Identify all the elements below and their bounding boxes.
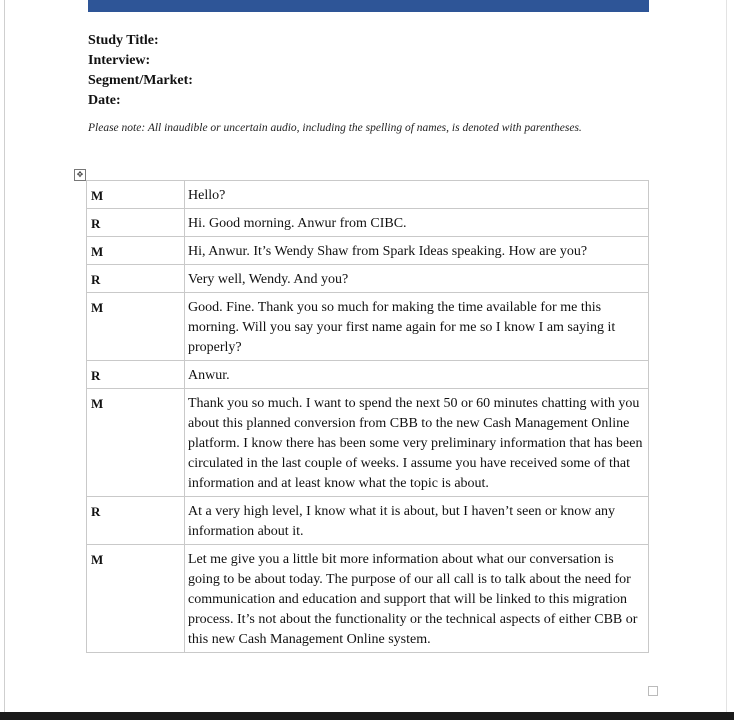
transcript-table bbox=[86, 180, 649, 653]
speaker-cell: R bbox=[87, 209, 185, 237]
transcript-row bbox=[87, 361, 649, 389]
speaker-cell: R bbox=[87, 265, 185, 293]
segment-market-label: Segment/Market: bbox=[88, 73, 193, 88]
utterance-cell: At a very high level, I know what it is about, but I haven’t seen or know any information about it. bbox=[185, 497, 649, 545]
interview-label: Interview: bbox=[88, 53, 151, 68]
utterance-cell: Hi, Anwur. It’s Wendy Shaw from Spark Ideas speaking. How are you? bbox=[185, 237, 649, 265]
transcript-row bbox=[87, 237, 649, 265]
document-top-banner bbox=[88, 0, 649, 12]
speaker-cell: M bbox=[87, 545, 185, 653]
speaker-cell: M bbox=[87, 389, 185, 497]
page-edge-left bbox=[4, 0, 5, 712]
speaker-cell: M bbox=[87, 237, 185, 265]
bottom-bar bbox=[0, 712, 734, 720]
transcript-row bbox=[87, 209, 649, 237]
transcript-row bbox=[87, 389, 649, 497]
study-title-label: Study Title: bbox=[88, 33, 159, 48]
table-resize-handle[interactable] bbox=[648, 686, 658, 696]
transcript-row bbox=[87, 293, 649, 361]
date-label: Date: bbox=[88, 93, 121, 108]
utterance-cell: Thank you so much. I want to spend the next 50 or 60 minutes chatting with you about this planned conversion from CBB to the new Cash Management Online platform. I know there has been some very preliminary information that has been circulated in the last couple of weeks. I assume you have received some of that information and at least know what the topic is about. bbox=[185, 389, 649, 497]
move-cross-icon[interactable]: ✥ bbox=[74, 169, 86, 181]
transcript-row bbox=[87, 545, 649, 653]
utterance-cell: Anwur. bbox=[185, 361, 649, 389]
utterance-cell: Hi. Good morning. Anwur from CIBC. bbox=[185, 209, 649, 237]
utterance-cell: Hello? bbox=[185, 181, 649, 209]
transcript-row bbox=[87, 265, 649, 293]
utterance-cell: Very well, Wendy. And you? bbox=[185, 265, 649, 293]
utterance-cell: Good. Fine. Thank you so much for making the time available for me this morning. Will you say your first name again for me so I know I am saying it properly? bbox=[185, 293, 649, 361]
transcript-row bbox=[87, 497, 649, 545]
document-header-fields bbox=[88, 31, 193, 111]
speaker-cell: R bbox=[87, 361, 185, 389]
page-edge-right bbox=[726, 0, 727, 712]
speaker-cell: R bbox=[87, 497, 185, 545]
transcription-note: Please note: All inaudible or uncertain audio, including the spelling of names, is denoted with parentheses. bbox=[88, 122, 582, 134]
speaker-cell: M bbox=[87, 181, 185, 209]
utterance-cell: Let me give you a little bit more information about what our conversation is going to be about today. The purpose of our all call is to talk about the need for communication and education and support that will be linked to this migration process. It’s not about the functionality or the technical aspects of either CBB or this new Cash Management Online system. bbox=[185, 545, 649, 653]
transcript-row bbox=[87, 181, 649, 209]
speaker-cell: M bbox=[87, 293, 185, 361]
